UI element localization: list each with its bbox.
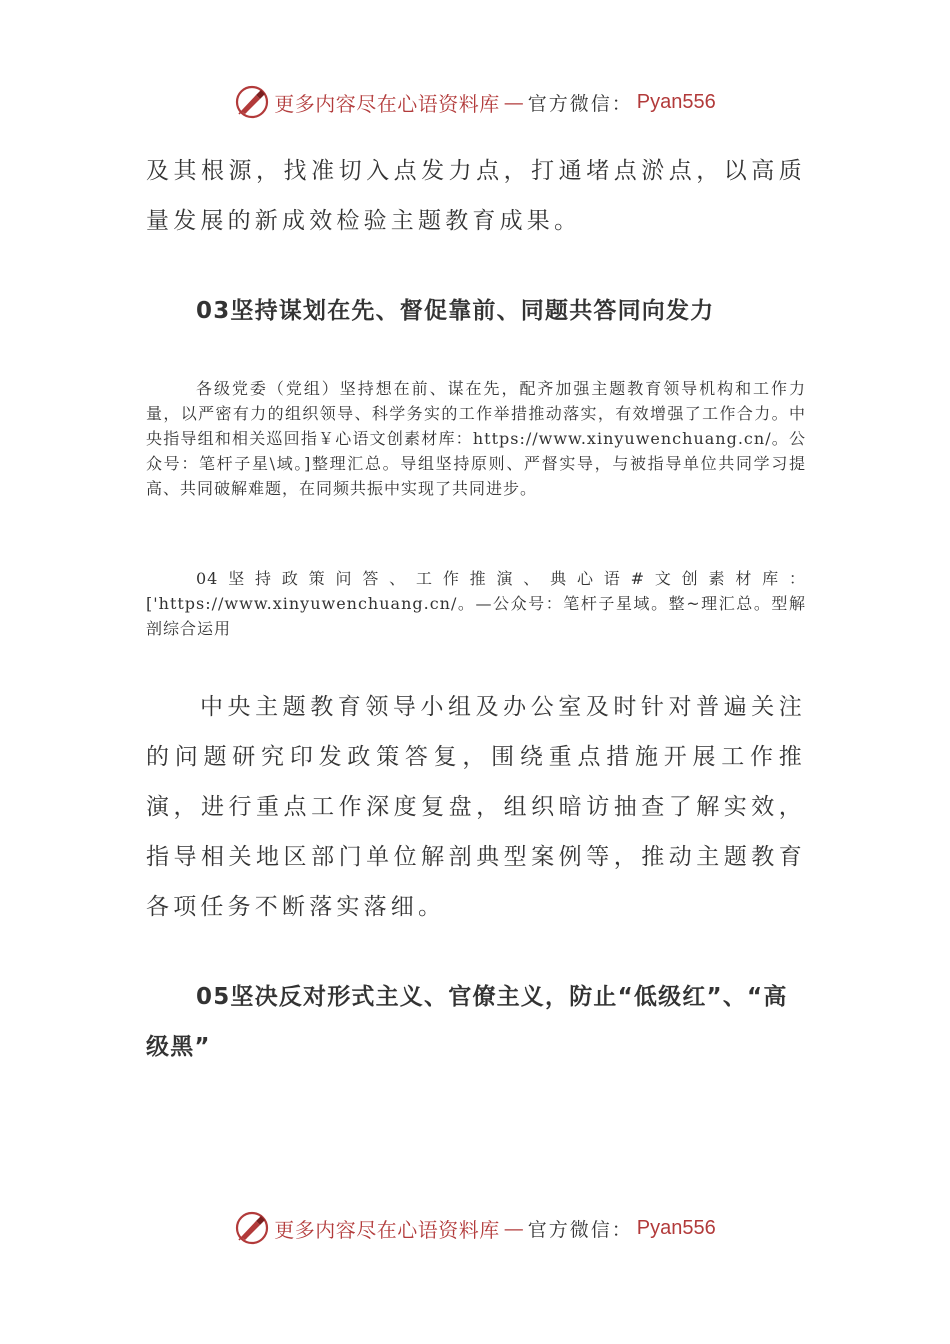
banner-official-label: 官方微信： [527,1218,633,1241]
footer-banner [0,1210,950,1246]
header-banner [0,84,950,120]
banner-dash: — [503,1216,524,1240]
banner-dash: — [503,90,524,114]
paragraph-continuation [146,146,806,246]
paragraph-text: 各级党委（党组）坚持想在前、谋在先，配齐加强主题教育领导机构和工作力量，以严密有力的组织领导、科学务实的工作举措推动落实，有效增强了工作合力。中央指导组和相关巡回指￥心语文创素材库：https://www.xinyuwenchuang.cn/。公众号：笔杆子星\域。]整理汇总。导组坚持原则、严督实导，与被指导单位共同学习提高、共同破解难题，在同频共振中实现了共同进步。 [146,379,806,498]
banner-brand-text: 更多内容尽在心语资料库 [274,91,500,116]
paragraph-small-2 [146,566,806,641]
paragraph-main [146,682,806,932]
pen-circle-logo-icon [234,1210,270,1246]
heading-text: 03坚持谋划在先、督促靠前、同题共答同向发力 [196,298,715,324]
paragraph-text: 中央主题教育领导小组及办公室及时针对普遍关注的问题研究印发政策答复，围绕重点措施开展工作推演，进行重点工作深度复盘，组织暗访抽查了解实效，指导相关地区部门单位解剖典型案例等，推动主题教育各项任务不断落实落细。 [146,694,806,920]
banner-official-label: 官方微信： [527,92,633,115]
section-heading-05 [146,972,806,1072]
paragraph-text: 及其根源，找准切入点发力点，打通堵点淤点，以高质量发展的新成效检验主题教育成果。 [146,158,806,234]
banner-brand-text: 更多内容尽在心语资料库 [274,1217,500,1242]
banner-wechat-id: Pyan556 [636,90,716,113]
paragraph-small-1 [146,376,806,501]
heading-text: 05坚决反对形式主义、官僚主义，防止“低级红”、“高级黑” [146,984,788,1060]
banner-wechat-id: Pyan556 [636,1216,716,1239]
paragraph-text: 04坚持政策问答、工作推演、典心语#文创素材库：['https://www.xinyuwenchuang.cn/。—公众号：笔杆子星域。整~理汇总。型解剖综合运用 [146,569,806,638]
section-heading-03 [196,286,806,336]
pen-circle-logo-icon [234,84,270,120]
